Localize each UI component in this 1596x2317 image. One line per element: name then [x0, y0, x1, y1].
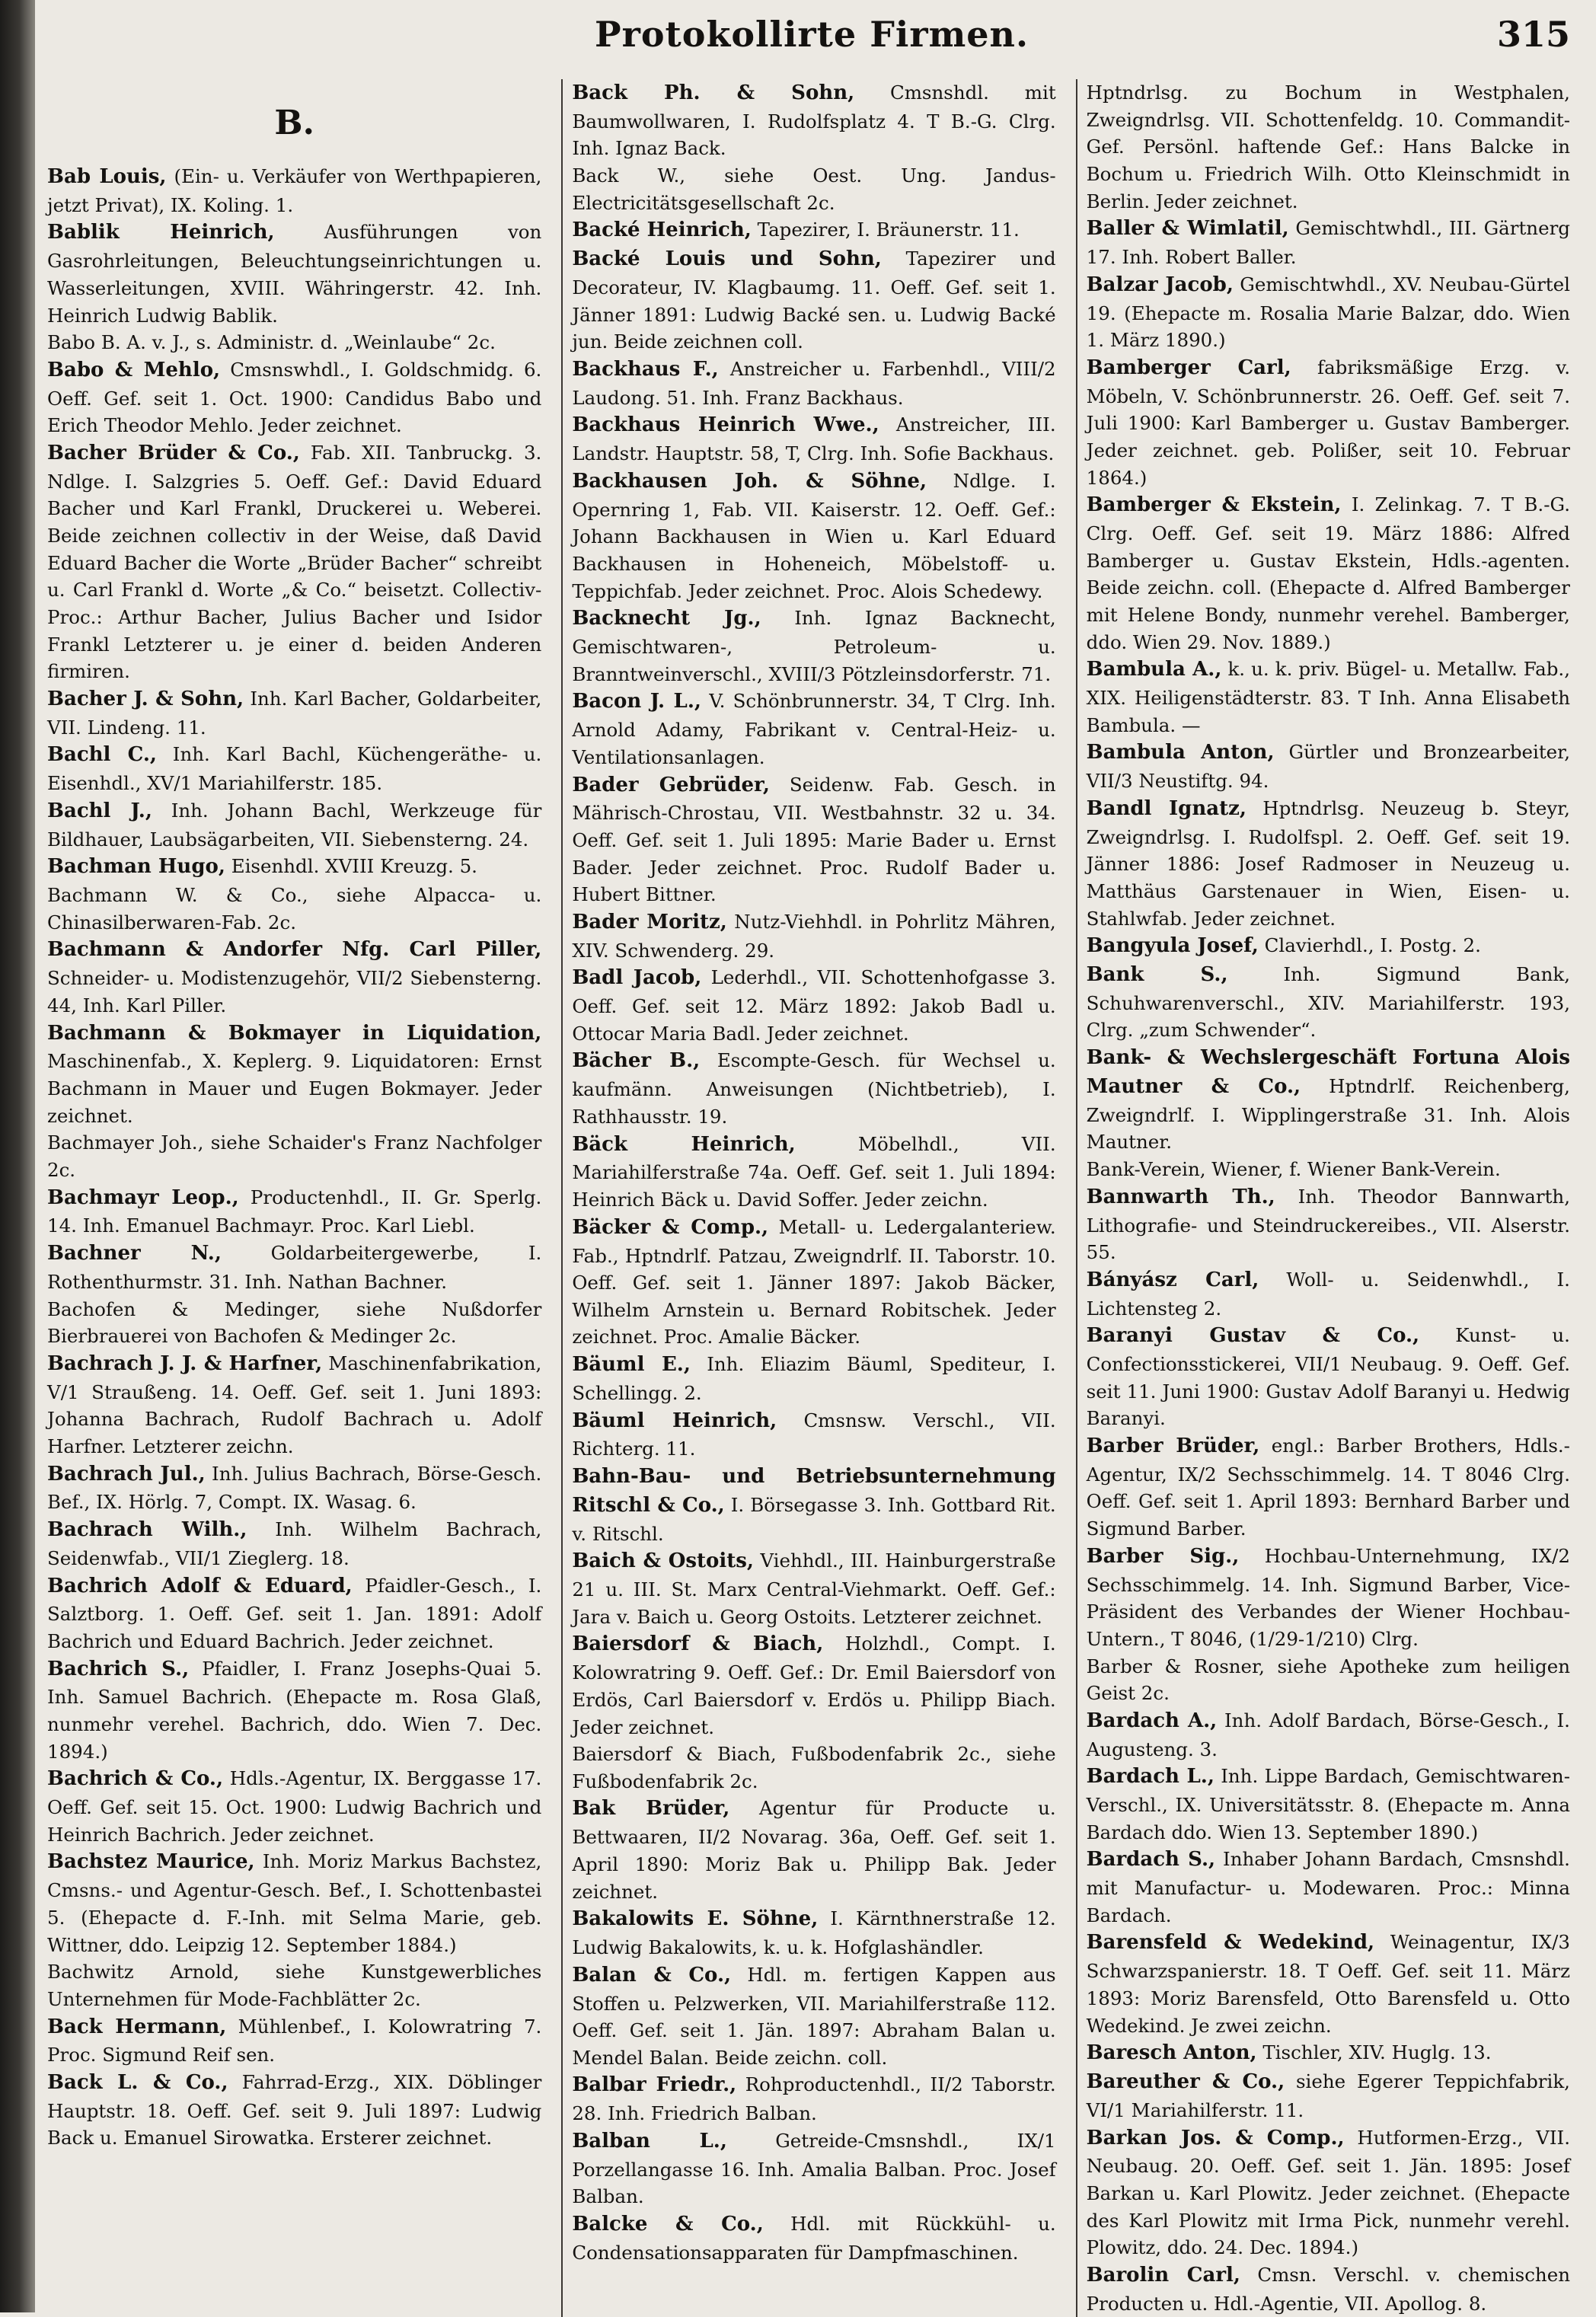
entry-details: Cmsnsw. Verschl., VII. Richterg. 11.: [572, 1409, 1056, 1460]
directory-entry: [572, 1047, 1055, 1130]
entry-details: Goldarbeitergewerbe, I. Rothenthurmstr. 31. Inh. Nathan Bachner.: [47, 1242, 542, 1293]
directory-entry: [1087, 1183, 1570, 1266]
directory-entry: [572, 1961, 1055, 2072]
firm-name: Back Hermann,: [47, 2015, 227, 2038]
directory-entry: [572, 1351, 1055, 1406]
entry-details: Weinagentur, IX/3 Schwarzspanierstr. 18. T Oeff. Gef. seit 11. März 1893: Moriz Barensfeld, Otto Barensfeld u. Otto Wedekind. Je zwei zeichn.: [1086, 1931, 1570, 2037]
firm-name: Bachrach J. J. & Harfner,: [47, 1352, 323, 1375]
firm-name: Bányász Carl,: [1086, 1268, 1259, 1291]
entry-details: siehe Egerer Teppichfabrik, VI/1 Mariahilferstr. 11.: [1086, 2070, 1570, 2121]
entry-details: engl.: Barber Brothers, Hdls.-Agentur, IX/2 Sechsschimmelg. 14. T 8046 Clrg. Oeff. Gef. seit 1. April 1893: Bernhard Barber und Sigmund Barber.: [1086, 1435, 1570, 1540]
directory-entry: [47, 1655, 541, 1766]
entry-details: Eisenhdl. XVIII Kreuzg. 5.: [225, 855, 477, 878]
firm-name: Bachstez Maurice,: [47, 1850, 255, 1874]
directory-entry: [572, 1131, 1055, 1214]
directory-entry: [572, 1795, 1055, 1905]
column-middle: [561, 79, 1061, 2317]
directory-entry: [47, 219, 541, 329]
firm-name: Bachrich & Co.,: [47, 1767, 224, 1791]
entry-details: Bachwitz Arnold, siehe Kunstgewerbliches Unternehmen für Mode-Fachblätter 2c.: [47, 1961, 542, 2010]
directory-entry: [572, 1214, 1055, 1351]
directory-entry: [47, 1184, 541, 1240]
firm-name: Bahn-Bau- und Betriebsunternehmung Ritschl & Co.,: [572, 1465, 1056, 1517]
directory-entry: [1087, 1543, 1570, 1653]
entry-details: k. u. k. priv. Bügel- u. Metallw. Fab., XIX. Heiligenstädterstr. 83. T Inh. Anna Elisabeth Bambula. —: [1086, 658, 1570, 736]
entry-details: Productenhdl., II. Gr. Sperlg. 14. Inh. Emanuel Bachmayr. Proc. Karl Liebl.: [47, 1186, 542, 1237]
firm-name: Bachl C.,: [47, 743, 157, 767]
firm-name: Bachman Hugo,: [47, 855, 225, 879]
directory-entry: [1087, 2068, 1570, 2124]
firm-name: Barber Sig.,: [1086, 1544, 1240, 1568]
directory-entry: [47, 1240, 541, 1295]
entry-details: Getreide-Cmsnshdl., IX/1 Porzellangasse 16. Inh. Amalia Balban. Proc. Josef Balban.: [572, 2129, 1056, 2208]
firm-name: Bandl Ignatz,: [1086, 796, 1246, 820]
directory-entry: [1087, 79, 1570, 215]
directory-entry: [47, 2013, 541, 2069]
firm-name: Bachrach Wilh.,: [47, 1518, 247, 1542]
directory-entry: [572, 1905, 1055, 1961]
directory-entry: [1087, 1044, 1570, 1156]
entry-details: Inh. Lippe Bardach, Gemischtwaren-Verschl., IX. Universitätsstr. 8. (Ehepacte m. Anna Bardach ddo. Wien 13. September 1890.): [1086, 1765, 1570, 1843]
entry-details: (Ein- u. Verkäufer von Werthpapieren, jetzt Privat), IX. Koling. 1.: [47, 165, 542, 216]
entry-details: Hdl. m. fertigen Kappen aus Stoffen u. Pelzwerken, VII. Mariahilferstraße 112. Oeff. Gef. seit 1. Jän. 1897: Abraham Balan u. Mendel Balan. Beide zeichn. coll.: [572, 1963, 1056, 2069]
entry-details: Inh. Theodor Bannwarth, Lithografie- und Steindruckereibes., VII. Alserstr. 55.: [1086, 1185, 1570, 1264]
entry-details: Inh. Adolf Bardach, Börse-Gesch., I. Augusteng. 3.: [1086, 1709, 1570, 1760]
directory-entry: [47, 163, 541, 219]
firm-name: Bak Brüder,: [572, 1797, 730, 1821]
entry-details: Nutz-Viehhdl. in Pohrlitz Mähren, XIV. Schwenderg. 29.: [572, 910, 1056, 962]
directory-entry: [1087, 271, 1570, 354]
entry-details: Bachofen & Medinger, siehe Nußdorfer Bierbrauerei von Bachofen & Medinger 2c.: [47, 1297, 542, 1348]
directory-entry: [1087, 656, 1570, 739]
entry-details: Anstreicher u. Farbenhdl., VIII/2 Laudong. 51. Inh. Franz Backhaus.: [572, 357, 1056, 409]
directory-entry: [47, 936, 541, 1019]
entry-details: Tapezirer und Decorateur, IV. Klagbaumg. 11. Oeff. Gef. seit 1. Jänner 1891: Ludwig Backé sen. u. Ludwig Backé jun. Beide zeichnen coll.: [572, 247, 1056, 353]
entry-details: Agentur für Producte u. Bettwaaren, II/2 Novarag. 36a, Oeff. Gef. seit 1. April 1890: Moriz Bak u. Philipp Bak. Jeder zeichnet.: [572, 1797, 1056, 1903]
column-left: [47, 79, 547, 2317]
entry-details: Gürtler und Bronzearbeiter, VII/3 Neustiftg. 94.: [1086, 741, 1570, 793]
directory-entry: [1087, 1266, 1570, 1322]
firm-name: Badl Jacob,: [572, 966, 702, 990]
book-spine-shadow: [0, 0, 35, 2312]
firm-name: Bäuml Heinrich,: [572, 1409, 777, 1432]
entry-details: Inh. Wilhelm Bachrach, Seidenwfab., VII/1 Zieglerg. 18.: [47, 1518, 542, 1569]
entry-details: Inh. Julius Bachrach, Börse-Gesch. Bef., IX. Hörlg. 7, Compt. IX. Wasag. 6.: [47, 1462, 542, 1514]
firm-name: Baranyi Gustav & Co.,: [1086, 1324, 1420, 1348]
firm-name: Babo & Mehlo,: [47, 358, 221, 381]
entry-details: Inh. Karl Bacher, Goldarbeiter, VII. Lindeng. 11.: [47, 687, 542, 739]
page-title: Protokollirte Firmen.: [595, 14, 1029, 55]
directory-entry: [47, 741, 541, 796]
directory-entry: [572, 1547, 1055, 1630]
firm-name: Barensfeld & Wedekind,: [1086, 1931, 1375, 1955]
directory-entry: [1087, 1929, 1570, 2039]
directory-entry: [572, 411, 1055, 467]
directory-entry: [572, 356, 1055, 411]
entry-details: Bachmann W. & Co., siehe Alpacca- u. Chinasilberwaren-Fab. 2c.: [47, 884, 542, 934]
directory-entry: [1087, 1653, 1570, 1707]
directory-entry: [47, 439, 541, 685]
directory-entry: [1087, 1763, 1570, 1846]
entry-details: fabriksmäßige Erzg. v. Möbeln, V. Schönbrunnerstr. 26. Oeff. Gef. seit 7. Juli 1900: Karl Bamberger u. Gustav Bamberger. Jeder zeichnet. geb. Polißer, seit 10. Februar 1864.): [1086, 356, 1570, 489]
entry-details: Barber & Rosner, siehe Apotheke zum heiligen Geist 2c.: [1086, 1655, 1570, 1705]
entry-details: Tapezirer, I. Bräunerstr. 11.: [751, 219, 1020, 241]
entry-details: Ausführungen von Gasrohrleitungen, Beleuchtungseinrichtungen u. Wasserleitungen, XVIII. Währingerstr. 42. Inh. Heinrich Ludwig Bablik.: [47, 221, 542, 327]
firm-name: Bachmayr Leop.,: [47, 1186, 239, 1209]
entry-columns: [47, 79, 1576, 2315]
entry-details: V. Schönbrunnerstr. 34, T Clrg. Inh. Arnold Adamy, Fabrikant v. Central-Heiz- u. Ventilationsanlagen.: [572, 690, 1056, 768]
firm-name: Bachl J.,: [47, 799, 152, 822]
entry-details: Schneider- u. Modistenzugehör, VII/2 Siebensterng. 44, Inh. Karl Piller.: [47, 967, 542, 1016]
entry-details: Inh. Sigmund Bank, Schuhwarenverschl., XIV. Mariahilferstr. 193, Clrg. „zum Schwender“.: [1086, 963, 1570, 1042]
directory-entry: [1087, 1432, 1570, 1543]
entry-details: Mühlenbef., I. Kolowratring 7. Proc. Sigmund Reif sen.: [47, 2015, 542, 2066]
column-right: [1076, 79, 1576, 2317]
entry-details: Viehhdl., III. Hainburgerstraße 21 u. III. St. Marx Central-Viehmarkt. Oeff. Gef.: Jara v. Baich u. Georg Ostoits. Letzterer zeichnet.: [572, 1549, 1056, 1628]
entry-details: I. Zelinkag. 7. T B.-G. Clrg. Oeff. Gef. seit 19. März 1886: Alfred Bamberger u. Gustav Ekstein, Hdls.-agenten. Beide zeichn. coll. (Ehepacte d. Alfred Bamberger mit Helene Bondy, nunmehr verehel. Bamberger, ddo. Wien 29. Nov. 1889.): [1086, 493, 1570, 653]
firm-name: Barolin Carl,: [1086, 2263, 1240, 2287]
entry-details: Baiersdorf & Biach, Fußbodenfabrik 2c., siehe Fußbodenfabrik 2c.: [572, 1743, 1056, 1792]
entry-details: Hdls.-Agentur, IX. Berggasse 17. Oeff. Gef. seit 15. Oct. 1900: Ludwig Bachrich und Heinrich Bachrich. Jeder zeichnet.: [47, 1767, 542, 1846]
firm-name: Bachmann & Andorfer Nfg. Carl Piller,: [47, 938, 542, 962]
firm-name: Bäck Heinrich,: [572, 1132, 796, 1156]
entry-details: Inh. Karl Bachl, Küchengeräthe- u. Eisenhdl., XV/1 Mariahilferstr. 185.: [47, 743, 542, 795]
directory-entry: [47, 1516, 541, 1572]
directory-entry: [572, 771, 1055, 908]
entry-details: Kunst- u. Confectionsstickerei, VII/1 Neubaug. 9. Oeff. Gef. seit 11. Juni 1900: Gustav Adolf Baranyi u. Hedwig Baranyi.: [1086, 1324, 1570, 1430]
directory-entry: [572, 2127, 1055, 2210]
firm-name: Bacher Brüder & Co.,: [47, 441, 300, 464]
firm-name: Bachrich Adolf & Eduard,: [47, 1574, 353, 1597]
firm-name: Backnecht Jg.,: [572, 607, 761, 630]
entry-details: Fahrrad-Erzg., XIX. Döblinger Hauptstr. 18. Oeff. Gef. seit 9. Juli 1897: Ludwig Back u. Emanuel Sirowatka. Ersterer zeichnet.: [47, 2070, 542, 2149]
firm-name: Baller & Wimlatil,: [1086, 217, 1289, 241]
directory-entry: [47, 329, 541, 356]
firm-name: Bareuther & Co.,: [1086, 2070, 1285, 2094]
directory-entry: [572, 1463, 1055, 1547]
firm-name: Backé Louis und Sohn,: [572, 247, 882, 271]
firm-name: Balan & Co.,: [572, 1963, 732, 1987]
directory-entry: [47, 853, 541, 882]
directory-entry: [1087, 354, 1570, 491]
firm-name: Bäcker & Comp.,: [572, 1215, 769, 1239]
directory-entry: [572, 1741, 1055, 1795]
firm-name: Balzar Jacob,: [1086, 273, 1234, 296]
page-header: [47, 0, 1576, 79]
section-letter: B.: [274, 104, 314, 142]
directory-entry: [572, 468, 1055, 605]
entry-details: Gemischtwhdl., III. Gärtnerg 17. Inh. Robert Baller.: [1086, 217, 1570, 269]
directory-entry: [572, 605, 1055, 688]
directory-entry: [1087, 1707, 1570, 1763]
entry-details: Tischler, XIV. Huglg. 13.: [1256, 2041, 1492, 2064]
entry-details: Hptndrlf. Reichenberg, Zweigndrlf. I. Wipplingerstraße 31. Inh. Alois Mautner.: [1086, 1074, 1570, 1154]
directory-entry: [572, 1630, 1055, 1741]
entry-details: Cmsnshdl. mit Baumwollwaren, I. Rudolfsplatz 4. T B.-G. Clrg. Inh. Ignaz Back.: [572, 81, 1056, 160]
firm-name: Bambula A.,: [1086, 658, 1222, 681]
entry-details: Escompte-Gesch. für Wechsel u. kaufmänn. Anweisungen (Nichtbetrieb), I. Rathhausstr. 19.: [572, 1049, 1056, 1128]
directory-entry: [47, 1020, 541, 1130]
directory-entry: [1087, 1846, 1570, 1929]
directory-entry: [572, 688, 1055, 771]
entry-details: Woll- u. Seidenwhdl., I. Lichtensteg 2.: [1086, 1268, 1570, 1320]
directory-entry: [572, 216, 1055, 245]
firm-name: Backé Heinrich,: [572, 219, 752, 242]
directory-entry: [47, 1460, 541, 1516]
entry-details: Möbelhdl., VII. Mariahilferstraße 74a. Oeff. Gef. seit 1. Juli 1894: Heinrich Bäck u. David Soffer. Jeder zeichn.: [572, 1132, 1056, 1211]
directory-entry: [1087, 795, 1570, 932]
firm-name: Bardach A.,: [1086, 1709, 1218, 1732]
entry-details: Ndlge. I. Opernring 1, Fab. VII. Kaiserstr. 12. Oeff. Gef.: Johann Backhausen in Wien u. Karl Eduard Backhausen in Hoheneich, Möbelstoff- u. Teppichfab. Jeder zeichnet. Proc. Alois Schedewy.: [572, 469, 1056, 602]
firm-name: Baresch Anton,: [1086, 2041, 1257, 2065]
entry-details: Clavierhdl., I. Postg. 2.: [1258, 934, 1481, 957]
firm-name: Bacon J. L.,: [572, 690, 701, 713]
entry-details: Bank-Verein, Wiener, f. Wiener Bank-Verein.: [1086, 1158, 1501, 1181]
entry-details: Maschinenfabrikation, V/1 Straußeng. 14. Oeff. Gef. seit 1. Juni 1893: Johanna Bachrach, Rudolf Bachrach u. Adolf Harfner. Letzterer zeichn.: [47, 1352, 542, 1457]
directory-entry: [1087, 1322, 1570, 1432]
firm-name: Bakalowits E. Söhne,: [572, 1907, 819, 1931]
firm-name: Bamberger & Ekstein,: [1086, 493, 1342, 517]
firm-name: Barber Brüder,: [1086, 1435, 1260, 1458]
firm-name: Bablik Heinrich,: [47, 221, 275, 244]
entry-details: Holzhdl., Compt. I. Kolowratring 9. Oeff. Gef.: Dr. Emil Baiersdorf von Erdös, Carl Baiersdorf v. Erdös u. Philipp Biach. Jeder zeichnet.: [572, 1632, 1056, 1738]
entry-details: Inh. Ignaz Backnecht, Gemischtwaren-, Petroleum- u. Branntweinverschl., XVIII/3 Pötzleinsdorferstr. 71.: [572, 607, 1056, 685]
directory-entry: [1087, 215, 1570, 270]
directory-entry: [572, 2210, 1055, 2266]
firm-name: Bannwarth Th.,: [1086, 1185, 1275, 1208]
directory-entry: [47, 1296, 541, 1350]
directory-entry: [47, 797, 541, 853]
firm-name: Bachrich S.,: [47, 1657, 190, 1680]
directory-entry: [572, 162, 1055, 216]
entry-details: Inhaber Johann Bardach, Cmsnshdl. mit Manufactur- u. Modewaren. Proc.: Minna Bardach.: [1086, 1848, 1570, 1926]
entry-details: Babo B. A. v. J., s. Administr. d. „Weinlaube“ 2c.: [47, 331, 496, 354]
entry-details: Pfaidler, I. Franz Josephs-Quai 5. Inh. Samuel Bachrich. (Ehepacte m. Rosa Glaß, nunmehr verehel. Bachrich, ddo. Wien 7. Dec. 1894.): [47, 1657, 542, 1763]
directory-entry: [1087, 961, 1570, 1044]
firm-name: Bäuml E.,: [572, 1353, 691, 1377]
firm-name: Bab Louis,: [47, 165, 167, 189]
directory-entry: [572, 245, 1055, 356]
entry-details: Gemischtwhdl., XV. Neubau-Gürtel 19. (Ehepacte m. Rosalia Marie Balzar, ddo. Wien 1. März 1890.): [1086, 273, 1570, 352]
firm-name: Bachmann & Bokmayer in Liquidation,: [47, 1021, 542, 1045]
firm-name: Balbar Friedr.,: [572, 2073, 737, 2097]
page-number: 315: [1496, 14, 1570, 55]
directory-entry: [572, 908, 1055, 964]
firm-name: Baich & Ostoits,: [572, 1549, 754, 1573]
directory-entry: [47, 1958, 541, 2012]
directory-entry: [47, 1350, 541, 1460]
directory-entry: [1087, 2261, 1570, 2317]
directory-entry: [1087, 491, 1570, 656]
directory-entry: [572, 964, 1055, 1047]
firm-name: Bank- & Wechslergeschäft Fortuna Alois Mautner & Co.,: [1086, 1046, 1570, 1098]
firm-name: Bader Moritz,: [572, 910, 727, 934]
entry-details: Maschinenfab., X. Keplerg. 9. Liquidatoren: Ernst Bachmann in Mauer und Eugen Bokmayer. Jeder zeichnet.: [47, 1050, 542, 1127]
firm-name: Backhaus F.,: [572, 357, 719, 381]
firm-name: Bardach S.,: [1086, 1848, 1216, 1872]
entry-details: Inh. Moriz Markus Bachstez, Cmsns.- und Agentur-Gesch. Bef., I. Schottenbastei 5. (Ehepacte d. F.-Inh. mit Selma Marie, geb. Wittner, ddo. Leipzig 12. September 1884.): [47, 1850, 542, 1956]
entry-details: Metall- u. Ledergalanteriew. Fab., Hptndrlf. Patzau, Zweigndrlf. II. Taborstr. 10. Oeff. Gef. seit 1. Jänner 1897: Jakob Bäcker, Wilhelm Arnstein u. Bernard Robitschek. Jeder zeichnet. Proc. Amalie Bäcker.: [572, 1215, 1056, 1348]
firm-name: Bacher J. & Sohn,: [47, 687, 244, 710]
firm-name: Bangyula Josef,: [1086, 934, 1259, 958]
entry-details: Fab. XII. Tanbruckg. 3. Ndlge. I. Salzgries 5. Oeff. Gef.: David Eduard Bacher und Karl Frankl, Druckerei u. Weberei. Beide zeichnen collectiv in der Weise, daß David Eduard Bacher die Worte „Brüder Bacher“ schreibt u. Carl Frankl d. Worte „& Co.“ beisetzt. Collectiv-Proc.: Arthur Bacher, Julius Bacher und Isidor Frankl Letzterer u. je einer d. beiden Anderen firmiren.: [47, 441, 542, 683]
directory-entry: [47, 2069, 541, 2152]
entry-details: I. Börsegasse 3. Inh. Gottbard Rit. v. Ritschl.: [572, 1493, 1056, 1545]
firm-name: Balban L.,: [572, 2129, 727, 2153]
entry-details: Bachmayer Joh., siehe Schaider's Franz Nachfolger 2c.: [47, 1131, 542, 1181]
firm-name: Baiersdorf & Biach,: [572, 1632, 824, 1656]
firm-name: Back Ph. & Sohn,: [572, 81, 855, 104]
entry-details: Inh. Johann Bachl, Werkzeuge für Bildhauer, Laubsägarbeiten, VII. Siebensterng. 24.: [47, 799, 542, 851]
firm-name: Bachner N.,: [47, 1242, 222, 1265]
directory-entry: [47, 1572, 541, 1655]
firm-name: Bamberger Carl,: [1086, 356, 1291, 379]
entry-details: Inh. Eliazim Bäuml, Spediteur, I. Schellingg. 2.: [572, 1353, 1056, 1404]
entry-details: Lederhdl., VII. Schottenhofgasse 3. Oeff. Gef. seit 12. März 1892: Jakob Badl u. Ottocar Maria Badl. Jeder zeichnet.: [572, 966, 1056, 1045]
entry-details: Hutformen-Erzg., VII. Neubaug. 20. Oeff. Gef. seit 1. Jän. 1895: Josef Barkan u. Karl Plowitz. Jeder zeichnet. (Ehepacte des Karl Plowitz mit Irma Pick, nunmehr verehl. Plowitz, ddo. 24. Dec. 1894.): [1086, 2126, 1570, 2259]
entry-details: I. Kärnthnerstraße 12. Ludwig Bakalowits, k. u. k. Hofglashändler.: [572, 1907, 1056, 1959]
directory-entry: [47, 356, 541, 439]
firm-name: Bader Gebrüder,: [572, 773, 770, 796]
entry-details: Back W., siehe Oest. Ung. Jandus-Electricitätsgesellschaft 2c.: [572, 164, 1056, 214]
firm-name: Bächer B.,: [572, 1049, 701, 1073]
firm-name: Balcke & Co.,: [572, 2213, 764, 2236]
entry-details: Hdl. mit Rückkühl- u. Condensationsapparaten für Dampfmaschinen.: [572, 2213, 1056, 2264]
entry-details: Anstreicher, III. Landstr. Hauptstr. 58, T, Clrg. Inh. Sofie Backhaus.: [572, 413, 1056, 465]
firm-name: Barkan Jos. & Comp.,: [1086, 2126, 1345, 2149]
entry-details: Hptndrlsg. Neuzeug b. Steyr, Zweigndrlsg. I. Rudolfspl. 2. Oeff. Gef. seit 19. Jänner 1886: Josef Radmoser in Neuzeug u. Matthäus Garstenauer in Wien, Eisen- u. Stahlwfab. Jeder zeichnet.: [1086, 796, 1570, 930]
entry-details: Pfaidler-Gesch., I. Salztborg. 1. Oeff. Gef. seit 1. Jan. 1891: Adolf Bachrich und Eduard Bachrich. Jeder zeichnet.: [47, 1574, 542, 1652]
firm-name: Bambula Anton,: [1086, 741, 1275, 764]
directory-entry: [1087, 2124, 1570, 2261]
directory-entry: [47, 882, 541, 936]
directory-entry: [47, 1765, 541, 1848]
directory-entry: [47, 1129, 541, 1183]
entry-details: Cmsnswhdl., I. Goldschmidg. 6. Oeff. Gef. seit 1. Oct. 1900: Candidus Babo und Erich Theodor Mehlo. Jeder zeichnet.: [47, 358, 542, 437]
directory-entry: [1087, 1156, 1570, 1183]
firm-name: Backhausen Joh. & Söhne,: [572, 469, 927, 493]
directory-entry: [572, 1407, 1055, 1463]
directory-entry: [1087, 932, 1570, 961]
firm-name: Back L. & Co.,: [47, 2070, 228, 2094]
entry-details: Cmsn. Verschl. v. chemischen Producten u. Hdl.-Agentie, VII. Apollog. 8.: [1086, 2263, 1570, 2315]
directory-entry: [1087, 2039, 1570, 2068]
directory-entry: [572, 79, 1055, 162]
firm-name: Bachrach Jul.,: [47, 1462, 206, 1486]
firm-name: Bank S.,: [1086, 963, 1228, 986]
firm-name: Bardach L.,: [1086, 1765, 1215, 1789]
directory-entry: [572, 2071, 1055, 2127]
entry-details: Seidenw. Fab. Gesch. in Mährisch-Chrostau, VII. Westbahnstr. 32 u. 34. Oeff. Gef. seit 1. Juli 1895: Marie Bader u. Ernst Bader. Jeder zeichnet. Proc. Rudolf Bader u. Hubert Bittner.: [572, 773, 1056, 906]
firm-name: Backhaus Heinrich Wwe.,: [572, 413, 879, 437]
directory-entry: [47, 685, 541, 741]
entry-details: Rohproductenhdl., II/2 Taborstr. 28. Inh. Friedrich Balban.: [572, 2073, 1056, 2125]
entry-details: Hochbau-Unternehmung, IX/2 Sechsschimmelg. 14. Inh. Sigmund Barber, Vice-Präsident des Verbandes der Wiener Hochbau-Untern., T 8046, (1/29-1/210) Clrg.: [1086, 1544, 1570, 1650]
directory-entry: [1087, 739, 1570, 794]
directory-entry: [47, 1848, 541, 1958]
entry-details: Hptndrlsg. zu Bochum in Westphalen, Zweigndrlsg. VII. Schottenfeldg. 10. Commandit-Gef. Persönl. haftende Gef.: Hans Balcke in Bochum u. Friedrich Wilh. Otto Kleinschmidt in Berlin. Jeder zeichnet.: [1086, 81, 1570, 212]
